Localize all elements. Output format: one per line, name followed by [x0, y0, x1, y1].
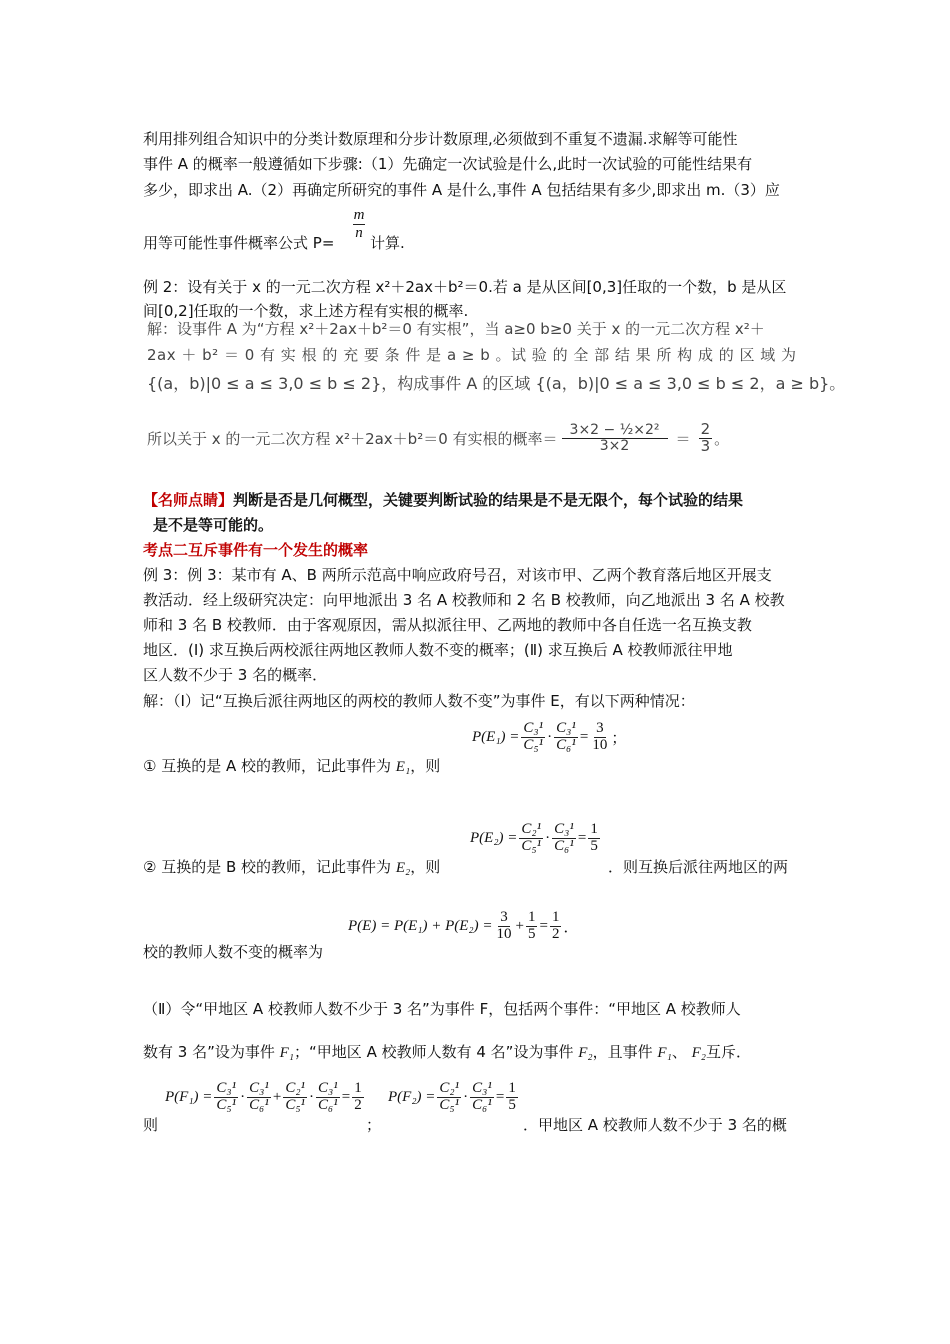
case1-line — [143, 755, 440, 776]
total-formula — [348, 910, 578, 943]
c31: C₃¹ — [554, 821, 574, 837]
n1: 1 — [354, 1080, 362, 1096]
n1: 1 — [551, 909, 560, 925]
n3: 3 — [596, 720, 604, 736]
c31: C₃¹ — [249, 1080, 269, 1096]
case2-lhs: P(E₂) = — [470, 829, 518, 846]
c21: C₂¹ — [439, 1080, 460, 1096]
c31: C₃¹ — [556, 720, 576, 736]
result-den: 3 — [700, 436, 711, 455]
tail-text: ．甲地区 A 校教师人数不少于 3 名的概 — [523, 1116, 787, 1134]
example3-line-5: 区人数不少于 3 名的概率． — [143, 666, 328, 684]
equals-sign: ＝ — [675, 429, 691, 448]
f2-var: F₂ — [691, 1045, 706, 1061]
formula-suffix: 计算. — [369, 234, 405, 252]
n1: 1 — [590, 821, 598, 837]
c61: C₆¹ — [554, 837, 574, 854]
n1: 1 — [508, 1080, 516, 1096]
c21: C₂¹ — [285, 1080, 306, 1096]
formula-den: n — [355, 224, 363, 241]
part2-2c: ，且事件 — [592, 1043, 653, 1061]
case2-then: ，则 — [410, 858, 441, 876]
section-title — [143, 539, 368, 560]
plus: + — [272, 1088, 282, 1105]
c61: C₆¹ — [556, 736, 576, 753]
pf2-formula — [388, 1081, 520, 1114]
total-end: ． — [563, 919, 579, 936]
case2-after: ．则互换后派往两地区的两 — [608, 858, 789, 876]
c31: C₃¹ — [472, 1080, 492, 1096]
eq: = — [495, 1088, 505, 1105]
n5: 5 — [527, 925, 536, 942]
c61: C₆¹ — [472, 1096, 492, 1113]
total-prefix: 校的教师人数不变的概率为 — [143, 943, 324, 961]
pf1-formula — [165, 1081, 366, 1114]
n2: 2 — [551, 925, 560, 942]
f1-var: F₁ — [279, 1045, 295, 1061]
eq: = — [577, 829, 587, 846]
formula-prefix: 用等可能性事件概率公式 P= — [143, 234, 335, 252]
example3-line-3: 师和 3 名 B 校教师．由于客观原因，需从拟派往甲、乙两地的教师中各自任选一名互换支教 — [143, 616, 752, 634]
n10: 10 — [592, 736, 608, 753]
dot: · — [240, 1088, 246, 1105]
intro-line-3: 多少，即求出 A.（2）再确定所研究的事件 A 是什么,事件 A 包括结果有多少,即求出 m.（3）应 — [143, 181, 780, 199]
c51: C₅¹ — [521, 837, 542, 854]
n5: 5 — [590, 837, 598, 854]
result-num: 2 — [700, 420, 711, 438]
c31: C₃¹ — [216, 1080, 237, 1096]
tip-text-1: 判断是否是几何概型，关键要判断试验的结果是不是无限个，每个试验的结果 — [233, 491, 744, 509]
c51: C₅¹ — [439, 1096, 460, 1113]
intro-line-4 — [143, 232, 405, 253]
c51: C₅¹ — [523, 736, 544, 753]
eq: = — [539, 917, 548, 934]
part2-2d: 、 — [671, 1043, 687, 1061]
c31: C₃¹ — [523, 720, 544, 736]
dot: · — [545, 829, 551, 846]
part2-2b: ；“甲地区 A 校教师人数有 4 名”设为事件 — [294, 1043, 574, 1061]
part2-2e: 互斥． — [706, 1043, 752, 1061]
c51: C₅¹ — [285, 1096, 306, 1113]
probability-den: 3×2 — [599, 437, 630, 454]
c51: C₅¹ — [216, 1096, 237, 1113]
part2-line-2 — [143, 1041, 751, 1062]
example2-solution-4 — [147, 422, 729, 455]
pf2-lhs: P(F₂) = — [388, 1088, 436, 1105]
c61: C₆¹ — [249, 1096, 269, 1113]
probability-fraction — [562, 423, 668, 453]
example3-line-1: 例 3：例 3：某市有 A、B 两所示范高中响应政府号召，对该市甲、乙两个教育落后地区开展支 — [143, 566, 772, 584]
example2-line-2: 间[0,2]任取的一个数，求上述方程有实根的概率. — [143, 302, 469, 320]
case2-formula — [470, 822, 602, 855]
f1-var: F₁ — [657, 1045, 672, 1061]
probability-num: 3×2 − ½×2² — [562, 423, 668, 439]
case1-text: ① 互换的是 A 校的教师，记此事件为 — [143, 757, 392, 775]
example3-solution-1: 解：（Ⅰ）记“互换后派往两地区的两校的教师人数不变”为事件 E，有以下两种情况： — [143, 692, 695, 710]
n3: 3 — [500, 909, 508, 925]
part2-line-1: （Ⅱ）令“甲地区 A 校教师人数不少于 3 名”为事件 F，包括两个事件：“甲地区 A 校教师人 — [143, 1000, 741, 1018]
c31: C₃¹ — [318, 1080, 338, 1096]
result-fraction — [699, 422, 713, 455]
f2-var: F₂ — [578, 1045, 593, 1061]
case2-text: ② 互换的是 B 校的教师，记此事件为 — [143, 858, 392, 876]
intro-line-2: 事件 A 的概率一般遵循如下步骤:（1）先确定一次试验是什么,此时一次试验的可能性结果有 — [143, 155, 753, 173]
formula-num: m — [353, 207, 365, 223]
intro-line-1: 利用排列组合知识中的分类计数原理和分步计数原理,必须做到不重复不遗漏.求解等可能性 — [143, 130, 738, 148]
case1-end: ； — [611, 728, 627, 747]
plus: + — [515, 917, 524, 934]
n1: 1 — [527, 909, 536, 925]
example3-line-4: 地区．(Ⅰ) 求互换后两校派往两地区教师人数不变的概率；(Ⅱ) 求互换后 A 校教师派往甲地 — [143, 641, 733, 659]
eq: = — [579, 728, 589, 745]
case2-line — [143, 856, 440, 877]
case1-lhs: P(E₁) = — [472, 728, 520, 745]
case2-var: E₂ — [395, 860, 411, 876]
semicolon: ； — [366, 1116, 382, 1134]
example2-solution-3: {(a，b)|0 ≤ a ≤ 3,0 ≤ b ≤ 2}，构成事件 A 的区域 {(a，b)|0 ≤ a ≤ 3,0 ≤ b ≤ 2，a ≥ b}。 — [147, 374, 846, 393]
eq: = — [341, 1088, 351, 1105]
period: 。 — [714, 429, 730, 448]
dot: · — [309, 1088, 315, 1105]
n10: 10 — [496, 925, 512, 942]
c21: C₂¹ — [521, 821, 542, 837]
n5: 5 — [508, 1096, 516, 1113]
then-label: 则 — [143, 1116, 159, 1134]
probability-prefix: 所以关于 x 的一元二次方程 x²＋2ax＋b²＝0 有实根的概率＝ — [147, 429, 558, 448]
example2-solution-2: 2ax ＋ b² ＝ 0 有 实 根 的 充 要 条 件 是 a ≥ b 。试 验 的 全 部 结 果 所 构 成 的 区 域 为 — [147, 346, 797, 364]
tip-line-2: 是不是等可能的。 — [153, 516, 274, 534]
case1-then: ，则 — [410, 757, 441, 775]
dot: · — [463, 1088, 469, 1105]
total-lhs: P(E) = P(E₁) + P(E₂) = — [348, 917, 493, 934]
example2-line-1: 例 2：设有关于 x 的一元二次方程 x²＋2ax＋b²＝0.若 a 是从区间[0,3]任取的一个数，b 是从区 — [143, 278, 787, 296]
example3-line-2: 教活动．经上级研究决定：向甲地派出 3 名 A 校教师和 2 名 B 校教师，向乙地派出 3 名 A 校教 — [143, 591, 785, 609]
section-title-text: 考点二互斥事件有一个发生的概率 — [143, 541, 369, 559]
tip-label: 【名师点睛】 — [143, 491, 234, 509]
example2-solution-1: 解：设事件 A 为“方程 x²＋2ax＋b²＝0 有实根”，当 a≥0 b≥0 关于 x 的一元二次方程 x²＋ — [147, 320, 765, 338]
n2: 2 — [354, 1096, 362, 1113]
case1-var: E₁ — [395, 759, 411, 775]
c61: C₆¹ — [318, 1096, 338, 1113]
dot: · — [547, 728, 553, 745]
case1-formula — [472, 721, 626, 754]
tip-line-1 — [143, 489, 743, 510]
pf1-lhs: P(F₁) = — [165, 1088, 213, 1105]
part2-2a: 数有 3 名”设为事件 — [143, 1043, 275, 1061]
